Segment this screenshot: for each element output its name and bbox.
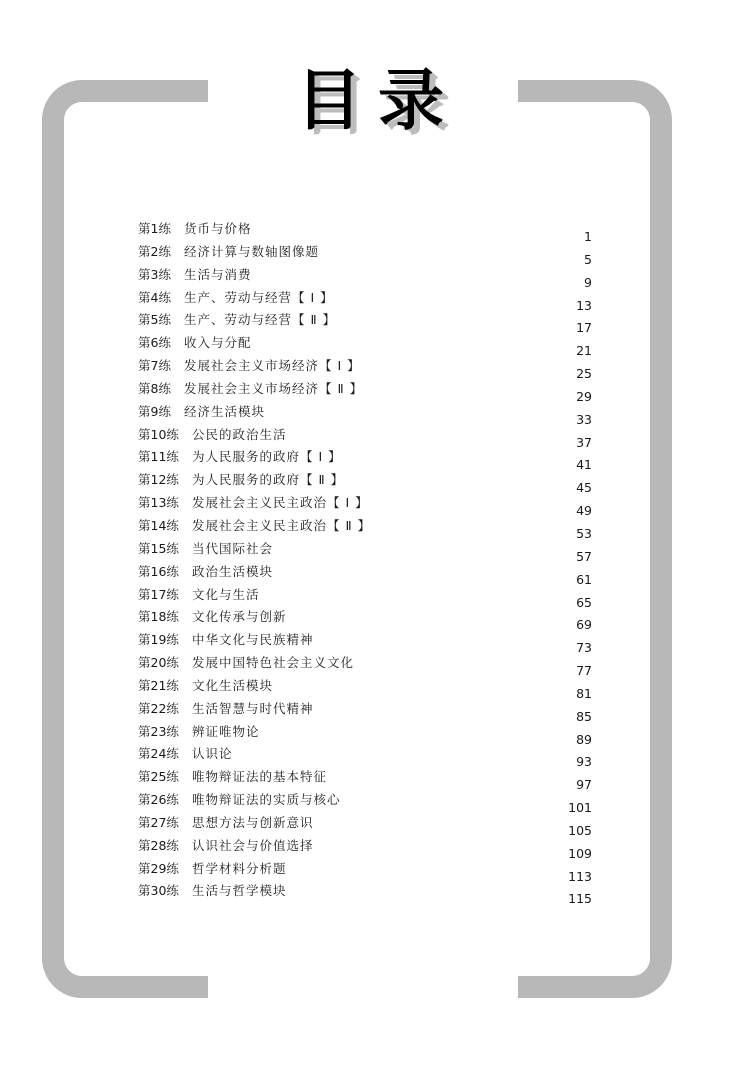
toc-entry-number: 第21练 — [138, 677, 179, 693]
toc-entry-page: 61 — [576, 571, 592, 587]
toc-entry-number: 第27练 — [138, 814, 179, 830]
toc-entry-number: 第29练 — [138, 860, 179, 876]
toc-entry-label: 哲学材料分析题 — [192, 860, 287, 876]
toc-entry-label: 货币与价格 — [184, 221, 252, 236]
toc-entry-label: 唯物辩证法的基本特征 — [192, 769, 328, 785]
toc-entry-number: 第1练 — [138, 221, 171, 236]
toc-entry-number: 第24练 — [138, 746, 179, 762]
toc-entry — [138, 244, 598, 267]
toc-entry-number: 第30练 — [138, 883, 179, 899]
toc-entry-page: 69 — [576, 617, 592, 633]
toc-entry-page: 29 — [576, 388, 592, 404]
toc-entry-page: 1 — [584, 229, 592, 244]
toc-entry — [138, 815, 598, 838]
toc-entry-label: 收入与分配 — [184, 335, 252, 351]
toc-entry-page: 13 — [576, 297, 592, 313]
toc-entry-number: 第12练 — [138, 472, 179, 488]
toc-entry-label: 发展社会主义民主政治【 Ⅰ 】 — [192, 495, 369, 511]
toc-entry — [138, 290, 598, 313]
toc-entry-label: 发展社会主义民主政治【 Ⅱ 】 — [192, 517, 372, 533]
toc-entry — [138, 472, 598, 495]
toc-entry-label: 生产、劳动与经营【 Ⅱ 】 — [184, 312, 337, 328]
toc-entry-label: 当代国际社会 — [192, 540, 274, 556]
toc-entry-label: 公民的政治生活 — [192, 426, 287, 442]
toc-entry-label: 政治生活模块 — [192, 563, 274, 579]
toc-entry-page: 25 — [576, 366, 592, 382]
toc-entry-page: 109 — [568, 845, 592, 861]
toc-entry-number: 第10练 — [138, 426, 179, 442]
toc-entry-number: 第3练 — [138, 266, 171, 282]
table-of-contents — [138, 221, 598, 906]
toc-entry-label: 发展社会主义市场经济【 Ⅱ 】 — [184, 380, 364, 396]
toc-entry — [138, 724, 598, 747]
toc-entry-number: 第20练 — [138, 655, 179, 671]
toc-entry — [138, 678, 598, 701]
toc-entry-number: 第11练 — [138, 449, 179, 465]
toc-entry-label: 为人民服务的政府【 Ⅱ 】 — [192, 472, 345, 488]
toc-entry-label: 生活智慧与时代精神 — [192, 700, 314, 716]
toc-entry-label: 文化生活模块 — [192, 677, 274, 693]
toc-entry — [138, 655, 598, 678]
toc-entry — [138, 746, 598, 769]
toc-entry — [138, 358, 598, 381]
toc-entry-label: 生产、劳动与经营【 Ⅰ 】 — [184, 289, 334, 305]
toc-entry-label: 文化传承与创新 — [192, 609, 287, 625]
toc-entry — [138, 587, 598, 610]
toc-entry — [138, 792, 598, 815]
toc-entry-number: 第9练 — [138, 403, 171, 419]
toc-entry-page: 5 — [584, 251, 592, 267]
toc-entry-page: 33 — [576, 411, 592, 427]
toc-entry-page: 45 — [576, 480, 592, 496]
toc-entry-label: 思想方法与创新意识 — [192, 814, 314, 830]
toc-entry-page: 41 — [576, 457, 592, 473]
toc-entry-page: 65 — [576, 594, 592, 610]
toc-entry-page: 49 — [576, 503, 592, 519]
toc-entry-label: 认识社会与价值选择 — [192, 837, 314, 853]
toc-entry-label: 经济生活模块 — [184, 403, 266, 419]
toc-entry-number: 第26练 — [138, 792, 179, 808]
toc-entry — [138, 221, 598, 244]
toc-entry-page: 101 — [568, 800, 592, 816]
toc-entry-page: 37 — [576, 434, 592, 450]
toc-entry-label: 经济计算与数轴图像题 — [184, 243, 320, 259]
toc-entry-label: 生活与哲学模块 — [192, 883, 287, 899]
toc-entry — [138, 404, 598, 427]
toc-entry-page: 17 — [576, 320, 592, 336]
toc-entry — [138, 609, 598, 632]
toc-entry-page: 105 — [568, 822, 592, 838]
toc-entry-label: 为人民服务的政府【 Ⅰ 】 — [192, 449, 342, 465]
toc-entry-label: 发展中国特色社会主义文化 — [192, 655, 355, 671]
toc-entry-page: 113 — [568, 868, 592, 884]
toc-entry-page: 89 — [576, 731, 592, 747]
toc-entry-page: 97 — [576, 777, 592, 793]
toc-entry-page: 115 — [568, 891, 592, 907]
toc-entry-label: 辨证唯物论 — [192, 723, 260, 739]
toc-entry-page: 85 — [576, 708, 592, 724]
toc-entry-label: 文化与生活 — [192, 586, 260, 602]
toc-entry-label: 认识论 — [192, 746, 233, 762]
frame-gap-bottom — [208, 960, 518, 1020]
toc-entry — [138, 518, 598, 541]
toc-entry — [138, 632, 598, 655]
toc-entry — [138, 769, 598, 792]
toc-entry — [138, 861, 598, 884]
toc-entry-label: 唯物辩证法的实质与核心 — [192, 792, 341, 808]
toc-entry-page: 77 — [576, 663, 592, 679]
toc-entry — [138, 495, 598, 518]
toc-entry-number: 第2练 — [138, 243, 171, 259]
toc-entry-label: 发展社会主义市场经济【 Ⅰ 】 — [184, 358, 361, 374]
toc-entry-number: 第28练 — [138, 837, 179, 853]
toc-entry — [138, 427, 598, 450]
toc-entry — [138, 381, 598, 404]
toc-entry-number: 第19练 — [138, 632, 179, 648]
toc-entry — [138, 335, 598, 358]
toc-entry — [138, 267, 598, 290]
toc-entry-page: 21 — [576, 343, 592, 359]
toc-entry-page: 53 — [576, 525, 592, 541]
toc-entry-label: 生活与消费 — [184, 266, 252, 282]
toc-entry-number: 第14练 — [138, 517, 179, 533]
toc-entry-page: 93 — [576, 754, 592, 770]
toc-entry-number: 第23练 — [138, 723, 179, 739]
toc-entry — [138, 541, 598, 564]
toc-entry — [138, 701, 598, 724]
toc-entry-number: 第5练 — [138, 312, 171, 328]
toc-entry-number: 第7练 — [138, 358, 171, 374]
toc-entry — [138, 838, 598, 861]
toc-entry-page: 9 — [584, 274, 592, 290]
toc-entry-page: 81 — [576, 685, 592, 701]
toc-entry-number: 第25练 — [138, 769, 179, 785]
toc-entry-number: 第22练 — [138, 700, 179, 716]
toc-entry-number: 第18练 — [138, 609, 179, 625]
toc-entry-number: 第6练 — [138, 335, 171, 351]
toc-entry-number: 第16练 — [138, 563, 179, 579]
page-title: 目录 — [296, 61, 460, 139]
toc-entry-number: 第17练 — [138, 586, 179, 602]
toc-entry-number: 第4练 — [138, 289, 171, 305]
toc-entry — [138, 449, 598, 472]
toc-entry-page: 57 — [576, 548, 592, 564]
toc-entry — [138, 312, 598, 335]
toc-entry-number: 第15练 — [138, 540, 179, 556]
toc-entry — [138, 883, 598, 906]
toc-entry-page: 73 — [576, 640, 592, 656]
toc-entry-number: 第13练 — [138, 495, 179, 511]
toc-entry-number: 第8练 — [138, 380, 171, 396]
toc-entry-label: 中华文化与民族精神 — [192, 632, 314, 648]
toc-entry — [138, 564, 598, 587]
